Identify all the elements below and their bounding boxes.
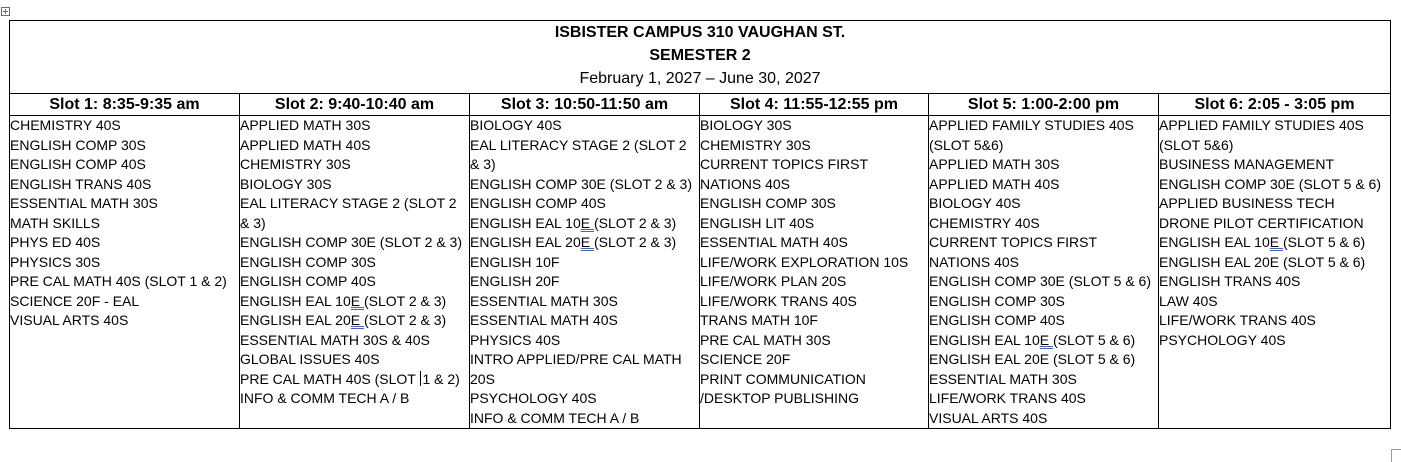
course-item: PRE CAL MATH 40S (SLOT 1 & 2)	[10, 273, 227, 289]
course-item: ENGLISH EAL 10E (SLOT 5 & 6)	[929, 331, 1136, 348]
course-item: ENGLISH COMP 30E (SLOT 2 & 3)	[470, 175, 693, 192]
course-item: ENGLISH 10F	[470, 253, 560, 270]
course-item: ESSENTIAL MATH 30S	[929, 370, 1077, 387]
course-item: LIFE/WORK TRANS 40S	[700, 292, 857, 309]
course-item: ENGLISH COMP 30S	[240, 253, 376, 270]
proofing-underline: E	[350, 312, 364, 328]
course-item: CURRENT TOPICS FIRST NATIONS 40S	[929, 234, 1097, 270]
course-item: VISUAL ARTS 40S	[929, 409, 1048, 426]
course-item: PHYSICS 30S	[10, 253, 101, 270]
course-item: CURRENT TOPICS FIRST NATIONS 40S	[700, 156, 868, 192]
course-item: SCIENCE 20F	[700, 351, 791, 367]
title-row	[10, 21, 1391, 94]
course-item: ENGLISH EAL 20E (SLOT 5 & 6)	[1159, 253, 1366, 270]
course-item: APPLIED FAMILY STUDIES 40S (SLOT 5&6)	[1159, 117, 1364, 153]
course-item: ENGLISH COMP 40S	[10, 156, 146, 172]
course-item: ENGLISH EAL 20E (SLOT 5 & 6)	[929, 351, 1136, 367]
course-item: DRONE PILOT CERTIFICATION	[1159, 214, 1364, 231]
proofing-underline: E	[1269, 234, 1283, 250]
course-item: CHEMISTRY 40S	[10, 117, 121, 133]
course-item: INTRO APPLIED/PRE CAL MATH 20S	[470, 351, 682, 387]
course-item: ENGLISH EAL 10E (SLOT 5 & 6)	[1159, 234, 1366, 250]
proofing-underline: E	[350, 292, 364, 309]
course-item: PSYCHOLOGY 40S	[1159, 331, 1286, 348]
course-item: ENGLISH COMP 40S	[929, 312, 1065, 328]
course-item: BIOLOGY 40S	[929, 195, 1021, 211]
course-item: ENGLISH 20F	[470, 273, 560, 289]
semester-dates: February 1, 2027 – June 30, 2027	[579, 70, 821, 87]
course-item: BIOLOGY 30S	[700, 117, 792, 133]
course-item: ENGLISH COMP 30S	[929, 292, 1065, 309]
course-item: PRINT COMMUNICATION /DESKTOP PUBLISHING	[700, 370, 866, 406]
course-item: ENGLISH EAL 20E (SLOT 2 & 3)	[470, 234, 677, 250]
course-item: ENGLISH EAL 10E (SLOT 2 & 3)	[240, 292, 447, 309]
slot-4-courses	[700, 116, 929, 429]
course-item: GLOBAL ISSUES 40S	[240, 351, 380, 367]
course-item: ESSENTIAL MATH 40S	[470, 312, 618, 328]
course-item: CHEMISTRY 30S	[240, 156, 351, 172]
course-item: LIFE/WORK EXPLORATION 10S	[700, 253, 909, 270]
course-item: ENGLISH COMP 30S	[10, 136, 146, 153]
course-item: ESSENTIAL MATH 30S	[10, 195, 158, 211]
course-item: PRE CAL MATH 40S (SLOT 1 & 2)	[240, 370, 460, 387]
course-item: EAL LITERACY STAGE 2 (SLOT 2 & 3)	[240, 195, 457, 231]
semester-title: SEMESTER 2	[649, 47, 751, 64]
course-item: ESSENTIAL MATH 40S	[700, 234, 848, 250]
course-item: ENGLISH COMP 30E (SLOT 5 & 6)	[1159, 175, 1382, 192]
course-item: ENGLISH COMP 40S	[470, 195, 606, 211]
slot-2-heading: Slot 2: 9:40-10:40 am	[240, 94, 470, 116]
course-item: ENGLISH COMP 30S	[700, 195, 836, 211]
campus-title: ISBISTER CAMPUS 310 VAUGHAN ST.	[554, 24, 846, 41]
course-item: ESSENTIAL MATH 30S & 40S	[240, 331, 430, 348]
slot-heading-row	[10, 94, 1391, 116]
course-item: BIOLOGY 40S	[470, 117, 562, 133]
course-item: MATH SKILLS	[10, 214, 100, 231]
course-item: APPLIED FAMILY STUDIES 40S (SLOT 5&6)	[929, 117, 1134, 153]
course-item: APPLIED BUSINESS TECH	[1159, 195, 1335, 211]
slot-4-heading: Slot 4: 11:55-12:55 pm	[700, 94, 929, 116]
course-item: LIFE/WORK TRANS 40S	[929, 390, 1086, 406]
course-item: LIFE/WORK TRANS 40S	[1159, 312, 1316, 328]
course-item: PHYS ED 40S	[10, 234, 101, 250]
slot-5-heading: Slot 5: 1:00-2:00 pm	[929, 94, 1159, 116]
course-item: BUSINESS MANAGEMENT	[1159, 156, 1335, 172]
course-item: APPLIED MATH 30S	[929, 156, 1060, 172]
course-item: CHEMISTRY 30S	[700, 136, 811, 153]
semester-schedule-table	[9, 20, 1391, 429]
proofing-underline: E	[580, 214, 594, 231]
table-move-handle-icon[interactable]	[1, 7, 10, 16]
page-corner-mark	[1391, 449, 1401, 462]
proofing-underline: E	[1039, 331, 1053, 348]
course-item: ENGLISH COMP 40S	[240, 273, 376, 289]
course-item: PRE CAL MATH 30S	[700, 331, 831, 348]
course-item: ENGLISH COMP 30E (SLOT 2 & 3)	[240, 234, 463, 250]
slot-1-courses	[10, 116, 240, 429]
course-item: ESSENTIAL MATH 30S	[470, 292, 618, 309]
slot-3-heading: Slot 3: 10:50-11:50 am	[470, 94, 700, 116]
course-item: PSYCHOLOGY 40S	[470, 390, 597, 406]
course-item: INFO & COMM TECH A / B	[470, 409, 640, 426]
course-item: EAL LITERACY STAGE 2 (SLOT 2 & 3)	[470, 136, 687, 172]
slot-2-courses	[240, 116, 470, 429]
course-item: APPLIED MATH 40S	[929, 175, 1060, 192]
course-item: ENGLISH LIT 40S	[700, 214, 815, 231]
title-cell	[10, 21, 1391, 94]
course-item: ENGLISH EAL 20E (SLOT 2 & 3)	[240, 312, 447, 328]
course-item: APPLIED MATH 30S	[240, 117, 371, 133]
course-row	[10, 116, 1391, 429]
slot-1-heading: Slot 1: 8:35-9:35 am	[10, 94, 240, 116]
course-item: LIFE/WORK PLAN 20S	[700, 273, 847, 289]
course-item: TRANS MATH 10F	[700, 312, 818, 328]
slot-6-heading: Slot 6: 2:05 - 3:05 pm	[1159, 94, 1391, 116]
course-item: VISUAL ARTS 40S	[10, 312, 129, 328]
course-item: CHEMISTRY 40S	[929, 214, 1040, 231]
course-item: ENGLISH TRANS 40S	[10, 175, 152, 192]
slot-5-courses	[929, 116, 1159, 429]
course-item: BIOLOGY 30S	[240, 175, 332, 192]
course-item: ENGLISH TRANS 40S	[1159, 273, 1301, 289]
course-item: ENGLISH COMP 30E (SLOT 5 & 6)	[929, 273, 1152, 289]
course-item: PHYSICS 40S	[470, 331, 561, 348]
course-item: ENGLISH EAL 10E (SLOT 2 & 3)	[470, 214, 677, 231]
course-item: SCIENCE 20F - EAL	[10, 292, 140, 309]
course-item: LAW 40S	[1159, 292, 1218, 309]
text-cursor	[420, 371, 421, 386]
course-item: INFO & COMM TECH A / B	[240, 390, 410, 406]
course-item: APPLIED MATH 40S	[240, 136, 371, 153]
proofing-underline: E	[580, 234, 594, 250]
slot-6-courses	[1159, 116, 1391, 429]
slot-3-courses	[470, 116, 700, 429]
